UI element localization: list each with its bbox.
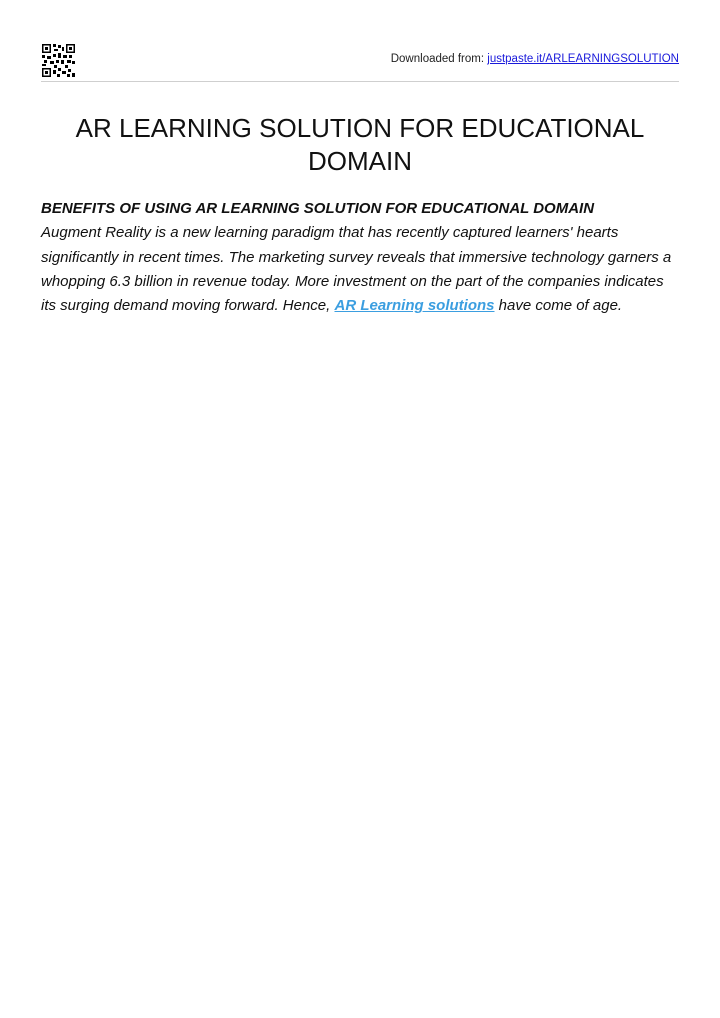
document-body (41, 197, 681, 318)
qr-code-icon (42, 44, 75, 77)
page-header (41, 43, 679, 82)
paragraph-text-start: Augment Reality is a new learning paradigm that has recently captured learners' hearts significantly in recent times. The marketing survey reveals that immersive technology garners a whopping 6.3 billion in revenue today. More investment on the part of the companies indicates its surging demand moving forward. Hence, (41, 224, 672, 315)
body-paragraph (41, 221, 681, 318)
download-prefix: Downloaded from: (390, 53, 485, 65)
ar-learning-solutions-link[interactable]: AR Learning solutions (334, 297, 495, 315)
document-title: AR LEARNING SOLUTION FOR EDUCATIONAL DOMAIN (75, 113, 645, 176)
source-link[interactable]: justpaste.it/ARLEARNINGSOLUTION (487, 53, 679, 65)
paragraph-text-end: have come of age. (494, 297, 623, 315)
section-subtitle: BENEFITS OF USING AR LEARNING SOLUTION FOR EDUCATIONAL DOMAIN (41, 200, 595, 217)
download-note (391, 53, 679, 65)
